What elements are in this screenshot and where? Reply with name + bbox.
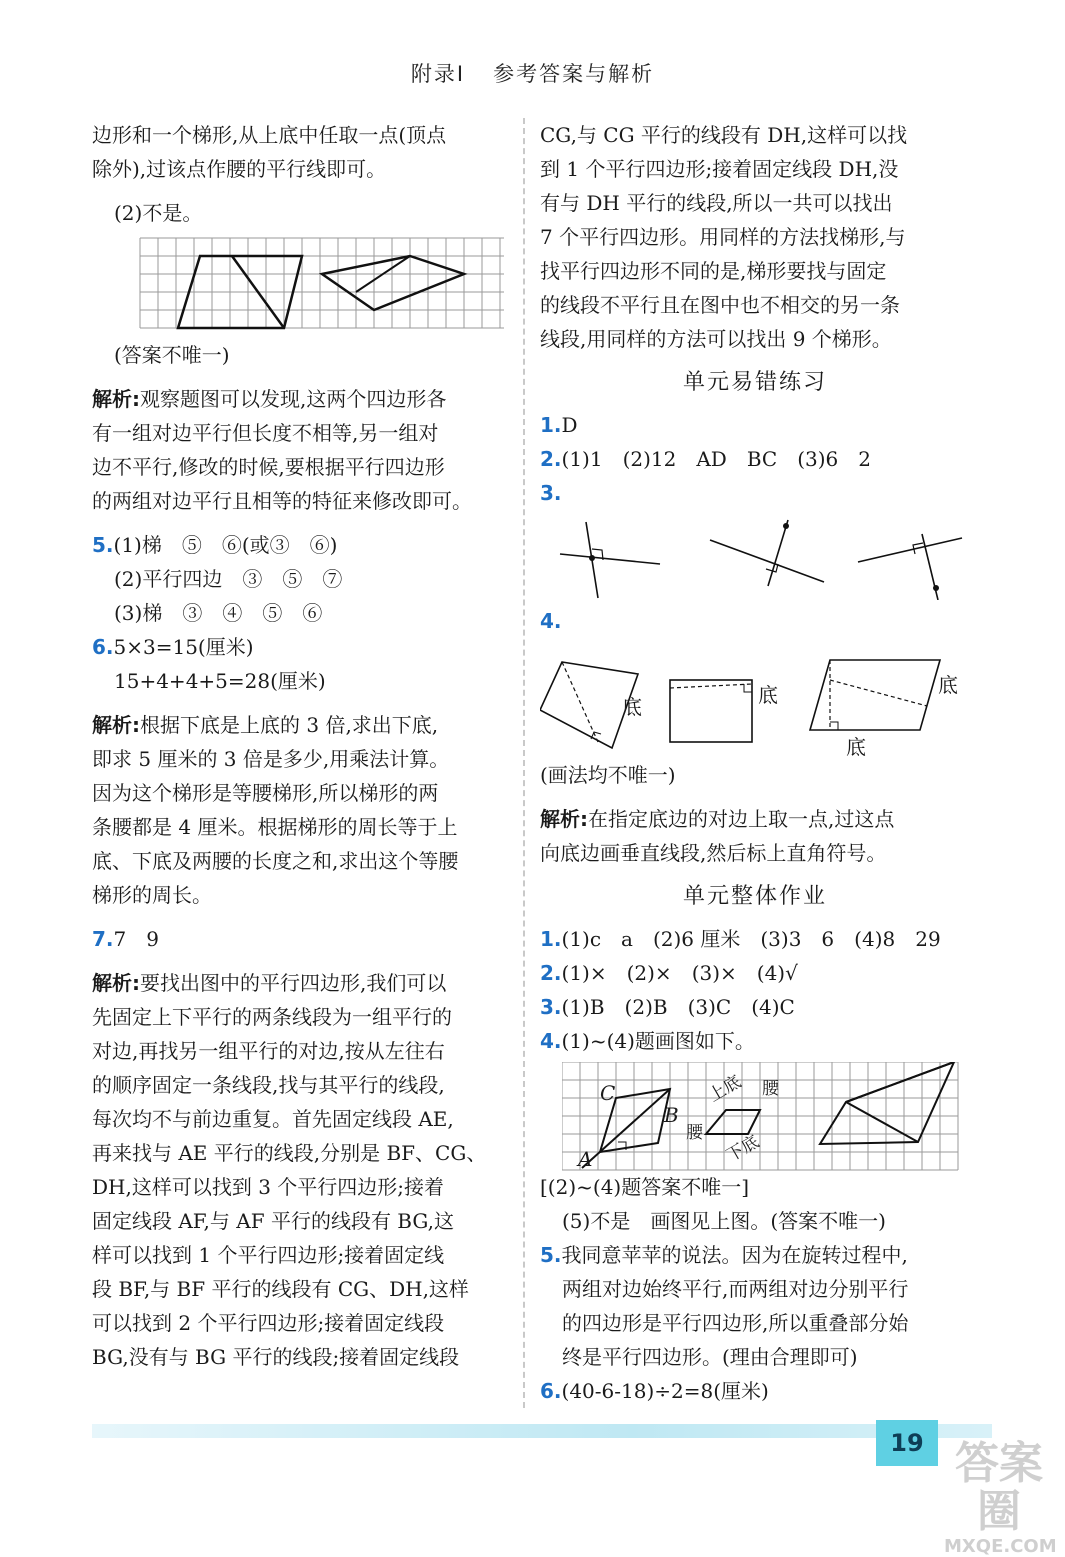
grid-figure-quadrilaterals <box>92 234 510 334</box>
analysis-line: 有一组对边平行但长度不相等,另一组对 <box>92 421 439 445</box>
answer-line: 2.(1)1 (2)12 AD BC (3)6 2 <box>540 447 871 471</box>
analysis-line: 线段,用同样的方法可以找出 9 个梯形。 <box>540 327 892 351</box>
analysis-line: 固定线段 AF,与 AF 平行的线段有 BG,这 <box>92 1209 455 1233</box>
analysis-line: 条腰都是 4 厘米。根据梯形的周长等于上 <box>92 815 458 839</box>
analysis-line: 的两组对边平行且相等的特征来修改即可。 <box>92 489 472 513</box>
grid-lines <box>140 238 504 328</box>
analysis-line: 找平行四边形不同的是,梯形要找与固定 <box>540 259 887 283</box>
q5-line: 5.(1)梯 ⑤ ⑥(或③ ⑥) <box>92 533 338 557</box>
answer-line: 2.(1)× (2)× (3)× (4)√ <box>540 961 798 985</box>
e4-note: (画法均不唯一) <box>540 763 676 787</box>
footer-bar <box>92 1424 992 1438</box>
analysis-line: 先固定上下平行的两条线段为一组平行的 <box>92 1005 452 1029</box>
section-title: 单元整体作业 <box>682 884 827 909</box>
section-title: 单元易错练习 <box>682 370 827 395</box>
analysis-line: 向底边画垂直线段,然后标上直角符号。 <box>540 841 887 865</box>
column-divider <box>523 118 525 1408</box>
base-label: 底 <box>622 695 642 719</box>
analysis-line: 梯形的周长。 <box>92 883 212 907</box>
question-number: 2. <box>540 961 562 985</box>
question-number: 6. <box>540 1379 562 1403</box>
analysis-label: 解析: <box>92 971 140 995</box>
base-label: 底 <box>938 673 958 697</box>
h5-line: 5.我同意苹苹的说法。因为在旋转过程中, <box>540 1243 908 1267</box>
analysis-line: 再来找与 AE 平行的线段,分别是 BF、CG、 <box>92 1141 487 1165</box>
analysis-line: 有与 DH 平行的线段,所以一共可以找出 <box>540 191 893 215</box>
analysis-line: 可以找到 2 个平行四边形;接着固定线段 <box>92 1311 445 1335</box>
answer-line <box>540 604 970 638</box>
analysis-line: 每次均不与前边重复。首先固定线段 AE, <box>92 1107 454 1131</box>
question-number: 6. <box>92 635 114 659</box>
q5-line: (3)梯 ③ ④ ⑤ ⑥ <box>114 601 323 625</box>
analysis-line: 即求 5 厘米的 3 倍是多少,用乘法计算。 <box>92 747 450 771</box>
h4-note: [(2)~(4)题答案不唯一] <box>540 1175 750 1199</box>
analysis-label: 解析: <box>92 387 140 411</box>
analysis-line: 因为这个梯形是等腰梯形,所以梯形的两 <box>92 781 439 805</box>
question-number: 3. <box>540 481 562 505</box>
intro-line: 除外),过该点作腰的平行线即可。 <box>92 157 387 181</box>
analysis-line: 边不平行,修改的时候,要根据平行四边形 <box>92 455 445 479</box>
rhombus-shape <box>322 256 464 310</box>
answer-line: 3.(1)B (2)B (3)C (4)C <box>540 995 795 1019</box>
answer-line: 4.(1)~(4)题画图如下。 <box>540 1029 755 1053</box>
h5-line: 的四边形是平行四边形,所以重叠部分始 <box>562 1311 909 1335</box>
q5-line: (2)平行四边 ③ ⑤ ⑦ <box>114 567 343 591</box>
header-title: 参考答案与解析 <box>493 62 655 86</box>
analysis-line: CG,与 CG 平行的线段有 DH,这样可以找 <box>540 123 908 147</box>
answer-line: 1.(1)c a (2)6 厘米 (3)3 6 (4)8 29 <box>540 927 941 951</box>
h6-line: 6.(40-6-18)÷2=8(厘米) <box>540 1379 769 1403</box>
diagonal-line <box>846 1102 918 1142</box>
answer-line: 1.D <box>540 413 578 437</box>
height-figure-svg <box>540 638 970 758</box>
page-header <box>0 58 1065 88</box>
diagonal-line <box>582 1089 670 1168</box>
analysis-line: 解析:观察题图可以发现,这两个四边形各 <box>92 387 447 411</box>
h5-line: 终是平行四边形。(理由合理即可) <box>562 1345 858 1369</box>
analysis-line: 的线段不平行且在图中也不相交的另一条 <box>540 293 900 317</box>
question-number: 7. <box>92 927 114 951</box>
q7-line: 7.7 9 <box>92 927 159 951</box>
page-number: 19 <box>876 1420 938 1466</box>
question-number: 2. <box>540 447 562 471</box>
q6-line: 6.5×3=15(厘米) <box>92 635 254 659</box>
base-label: 底 <box>758 683 778 707</box>
watermark-url: MXQE.COM <box>944 1536 1057 1557</box>
analysis-line: 样可以找到 1 个平行四边形;接着固定线 <box>92 1243 445 1267</box>
leg-label: 腰 <box>762 1079 779 1099</box>
appendix-label: 附录Ⅰ <box>410 62 466 86</box>
h5-line: 两组对边始终平行,而两组对边分别平行 <box>562 1277 909 1301</box>
watermark-text: 答案圈 <box>955 1438 1043 1537</box>
analysis-line: 到 1 个平行四边形;接着固定线段 DH,没 <box>540 157 899 181</box>
analysis-line: 解析:要找出图中的平行四边形,我们可以 <box>92 971 447 995</box>
question-number: 4. <box>540 1029 562 1053</box>
analysis-line: DH,这样可以找到 3 个平行四边形;接着 <box>92 1175 445 1199</box>
q6-line: 15+4+4+5=28(厘米) <box>114 669 326 693</box>
point-label-b: B <box>664 1103 679 1127</box>
point-label-a: A <box>578 1147 593 1171</box>
point-label-c: C <box>600 1081 616 1105</box>
analysis-line: 段 BF,与 BF 平行的线段有 CG、DH,这样 <box>92 1277 469 1301</box>
top-base-label: 上底 <box>705 1071 745 1107</box>
analysis-label: 解析: <box>92 713 140 737</box>
intro-line: 边形和一个梯形,从上底中任取一点(顶点 <box>92 123 447 147</box>
height-figures <box>540 638 970 758</box>
quadrilateral-shape <box>820 1062 954 1144</box>
question-number: 5. <box>92 533 114 557</box>
analysis-line: 对边,再找另一组平行的对边,按从左往右 <box>92 1039 445 1063</box>
leg-label: 腰 <box>686 1123 703 1143</box>
question-number: 1. <box>540 413 562 437</box>
analysis-line: 7 个平行四边形。用同样的方法找梯形,与 <box>540 225 906 249</box>
analysis-line: 解析:在指定底边的对边上取一点,过这点 <box>540 807 895 831</box>
q2-note: (答案不唯一) <box>114 343 230 367</box>
q2-answer: (2)不是。 <box>114 201 203 225</box>
analysis-line: 的顺序固定一条线段,找与其平行的线段, <box>92 1073 445 1097</box>
question-number: 5. <box>540 1243 562 1267</box>
grid-figure-drawing <box>540 1058 970 1170</box>
analysis-line: 底、下底及两腰的长度之和,求出这个等腰 <box>92 849 459 873</box>
analysis-label: 解析: <box>540 807 588 831</box>
answer-line <box>540 476 970 510</box>
h4-q5: (5)不是 画图见上图。(答案不唯一) <box>562 1209 886 1233</box>
right-column <box>540 118 970 1408</box>
watermark <box>944 1438 1057 1557</box>
bottom-base-label: 下底 <box>723 1131 763 1167</box>
analysis-line: 解析:根据下底是上底的 3 倍,求出下底, <box>92 713 439 737</box>
question-number: 4. <box>540 609 562 633</box>
question-number: 3. <box>540 995 562 1019</box>
left-column <box>92 118 510 1374</box>
base-label: 底 <box>846 735 866 759</box>
perpendicular-figures <box>540 514 970 600</box>
analysis-line: BG,没有与 BG 平行的线段;接着固定线段 <box>92 1345 460 1369</box>
question-number: 1. <box>540 927 562 951</box>
